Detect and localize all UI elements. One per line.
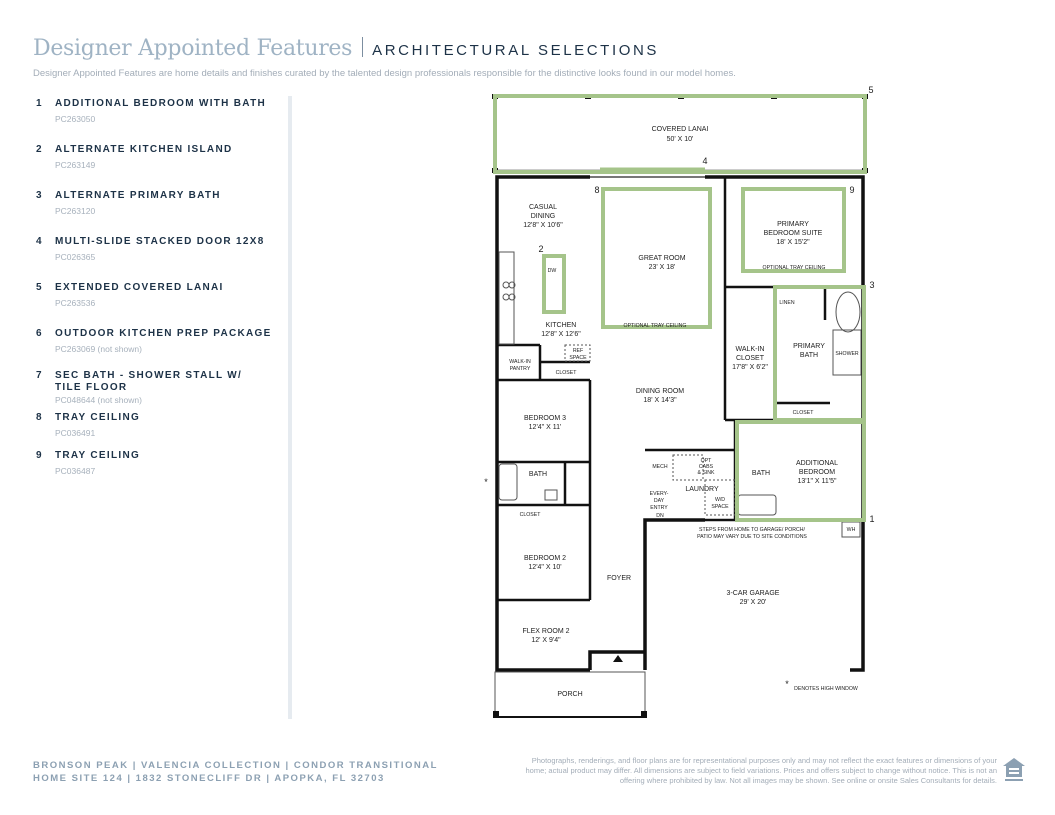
feature-item	[36, 282, 276, 328]
additional-bedroom-dims: 13'1" X 11'5"	[797, 478, 837, 485]
garage-label: 3-CAR GARAGE	[726, 590, 780, 597]
callout-4: 4	[702, 156, 708, 166]
dining-room-label: DINING ROOM	[635, 388, 685, 395]
bedroom-3-dims: 12'4" X 11'	[528, 424, 562, 431]
callout-2: 2	[538, 244, 544, 254]
feature-number: 3	[36, 190, 42, 201]
bedroom-2-label: BEDROOM 2	[523, 555, 567, 562]
feature-name: TRAY CEILING	[55, 450, 141, 461]
ref-space-label: REF	[572, 348, 584, 354]
primary-suite-dims: 18' X 15'2"	[776, 239, 810, 246]
feature-code: PC263536	[55, 298, 96, 308]
feature-number: 6	[36, 328, 42, 339]
casual-dining-dims: 12'8" X 10'6"	[523, 222, 563, 229]
feature-code: PC036487	[55, 466, 96, 476]
feature-item	[36, 144, 276, 190]
page-title: Designer Appointed Features	[33, 36, 353, 61]
feature-item	[36, 328, 276, 364]
primary-bath-label: PRIMARY	[793, 343, 825, 350]
closet-kitchen-label: CLOSET	[555, 370, 577, 376]
floor-plan	[470, 80, 890, 730]
asterisk-window: *	[484, 477, 488, 487]
opt-cabs-label-3: & SINK	[697, 470, 715, 476]
primary-bath-label-2: BATH	[799, 352, 819, 359]
callout-3: 3	[869, 280, 875, 290]
walk-in-closet-dims: 17'8" X 6'2"	[732, 364, 768, 371]
everyday-entry-label-3: ENTRY	[650, 505, 668, 511]
opt-cabs-label-2: CABS	[698, 464, 714, 470]
feature-code: PC263120	[55, 206, 96, 216]
feature-number: 9	[36, 450, 42, 461]
closet-bed-label: CLOSET	[519, 512, 541, 518]
lanai-label: COVERED LANAI	[651, 126, 709, 133]
lanai-structure	[492, 94, 868, 173]
feature-name: EXTENDED COVERED LANAI	[55, 282, 224, 293]
callout-1: 1	[869, 514, 875, 524]
lanai-dims: 50' X 10'	[666, 136, 694, 143]
linen-label: LINEN	[779, 300, 795, 306]
bedroom-2-dims: 12'4" X 10'	[528, 564, 562, 571]
dw-label: DW	[547, 268, 557, 274]
feature-number: 5	[36, 282, 42, 293]
footer-line-1: BRONSON PEAK | VALENCIA COLLECTION | CONDOR TRANSITIONAL	[33, 760, 438, 771]
callout-8: 8	[594, 185, 600, 195]
primary-suite-label-2: BEDROOM SUITE	[763, 230, 823, 237]
casual-dining-label-2: DINING	[530, 213, 556, 220]
wd-space-label-2: SPACE	[711, 504, 729, 510]
asterisk-note: *	[785, 679, 789, 689]
great-room-label: GREAT ROOM	[638, 255, 686, 262]
equal-housing-icon	[1002, 757, 1026, 783]
callout-5: 5	[868, 85, 874, 95]
feature-code: PC048644 (not shown)	[55, 395, 142, 405]
header	[33, 35, 1033, 79]
ref-space-label-2: SPACE	[569, 355, 587, 361]
feature-item	[36, 190, 276, 236]
great-room-dims: 23' X 18'	[648, 264, 676, 271]
dn-label: DN	[656, 513, 664, 519]
intro-text: Designer Appointed Features are home details and finishes curated by the talented design professionals responsible for the distinctive looks found in our model homes.	[33, 68, 736, 79]
laundry-label: LAUNDRY	[685, 486, 719, 493]
dining-room-dims: 18' X 14'3"	[643, 397, 677, 404]
feature-number: 4	[36, 236, 42, 247]
kitchen-label: KITCHEN	[545, 322, 577, 329]
title-row	[33, 35, 1033, 61]
steps-note: STEPS FROM HOME TO GARAGE/ PORCH/	[699, 527, 805, 533]
garage-dims: 29' X 20'	[739, 599, 767, 606]
feature-code: PC026365	[55, 252, 96, 262]
feature-number: 8	[36, 412, 42, 423]
feature-highlights	[495, 96, 865, 520]
porch-label: PORCH	[557, 691, 583, 698]
bedroom-3-label: BEDROOM 3	[523, 415, 567, 422]
bath-3-label: BATH	[751, 470, 771, 477]
casual-dining-label: CASUAL	[528, 204, 558, 211]
feature-name: ADDITIONAL BEDROOM WITH BATH	[55, 98, 267, 109]
flex-room-dims: 12' X 9'4"	[531, 637, 561, 644]
walk-in-closet-label-2: CLOSET	[735, 355, 765, 362]
callout-9: 9	[849, 185, 855, 195]
shower-label: SHOWER	[835, 351, 859, 357]
tray-ceiling-note-primary: OPTIONAL TRAY CEILING	[762, 265, 826, 271]
page-subtitle: ARCHITECTURAL SELECTIONS	[372, 42, 660, 59]
porch-structure	[493, 655, 647, 718]
feature-code: PC263069 (not shown)	[55, 344, 142, 354]
additional-bedroom-label: ADDITIONAL	[795, 460, 839, 467]
highlight-kitchen-island	[544, 256, 564, 312]
walk-in-pantry-label: WALK-IN	[509, 359, 531, 365]
walk-in-pantry-label-2: PANTRY	[509, 366, 531, 372]
title-divider	[362, 37, 363, 57]
closet-bath-label: CLOSET	[792, 410, 814, 416]
kitchen-dims: 12'8" X 12'6"	[541, 331, 581, 338]
wh-label: WH	[846, 527, 856, 533]
feature-number: 2	[36, 144, 42, 155]
feature-item	[36, 450, 276, 488]
feature-name: SEC BATH - SHOWER STALL W/ TILE FLOOR	[55, 370, 243, 393]
feature-code: PC263050	[55, 114, 96, 124]
tray-ceiling-note-great: OPTIONAL TRAY CEILING	[623, 323, 687, 329]
everyday-entry-label: EVERY-	[649, 491, 669, 497]
footer-address	[33, 759, 438, 785]
bath-2-label: BATH	[528, 471, 548, 478]
wd-space-label: W/D	[714, 497, 726, 503]
feature-code: PC263149	[55, 160, 96, 170]
feature-list	[36, 98, 276, 488]
feature-name: TRAY CEILING	[55, 412, 141, 423]
primary-suite-label: PRIMARY	[777, 221, 809, 228]
high-window-note: DENOTES HIGH WINDOW	[794, 686, 858, 692]
steps-note-2: PATIO MAY VARY DUE TO SITE CONDITIONS	[697, 534, 807, 540]
feature-code: PC036491	[55, 428, 96, 438]
feature-item	[36, 364, 276, 412]
feature-number: 1	[36, 98, 42, 109]
footer-line-2: HOME SITE 124 | 1832 STONECLIFF DR | APOPKA, FL 32703	[33, 773, 385, 784]
feature-name: ALTERNATE PRIMARY BATH	[55, 190, 221, 201]
mech-label: MECH	[652, 464, 668, 470]
foyer-label: FOYER	[606, 575, 632, 582]
feature-name: MULTI-SLIDE STACKED DOOR 12X8	[55, 236, 265, 247]
additional-bedroom-label-2: BEDROOM	[798, 469, 836, 476]
highlight-lanai	[495, 96, 865, 172]
feature-item	[36, 236, 276, 282]
footer-disclaimer: Photographs, renderings, and floor plans are for representational purposes only and may not reflect the exact features or dimensions of your home; actual product may differ. All dimensions are subject to field variations. Prices and offers subject to change without notice. This is not an offering where prohibited by law. Not all images may be shown. See online or onsite Sales Consultants for details.	[525, 756, 997, 785]
flex-room-label: FLEX ROOM 2	[522, 628, 570, 635]
feature-item	[36, 98, 276, 144]
everyday-entry-label-2: DAY	[653, 498, 665, 504]
opt-cabs-label: OPT	[700, 458, 712, 464]
walk-in-closet-label: WALK-IN	[735, 346, 765, 353]
column-divider	[288, 96, 292, 719]
feature-item	[36, 412, 276, 450]
feature-name: OUTDOOR KITCHEN PREP PACKAGE	[55, 328, 272, 339]
feature-name: ALTERNATE KITCHEN ISLAND	[55, 144, 233, 155]
feature-number: 7	[36, 370, 42, 381]
